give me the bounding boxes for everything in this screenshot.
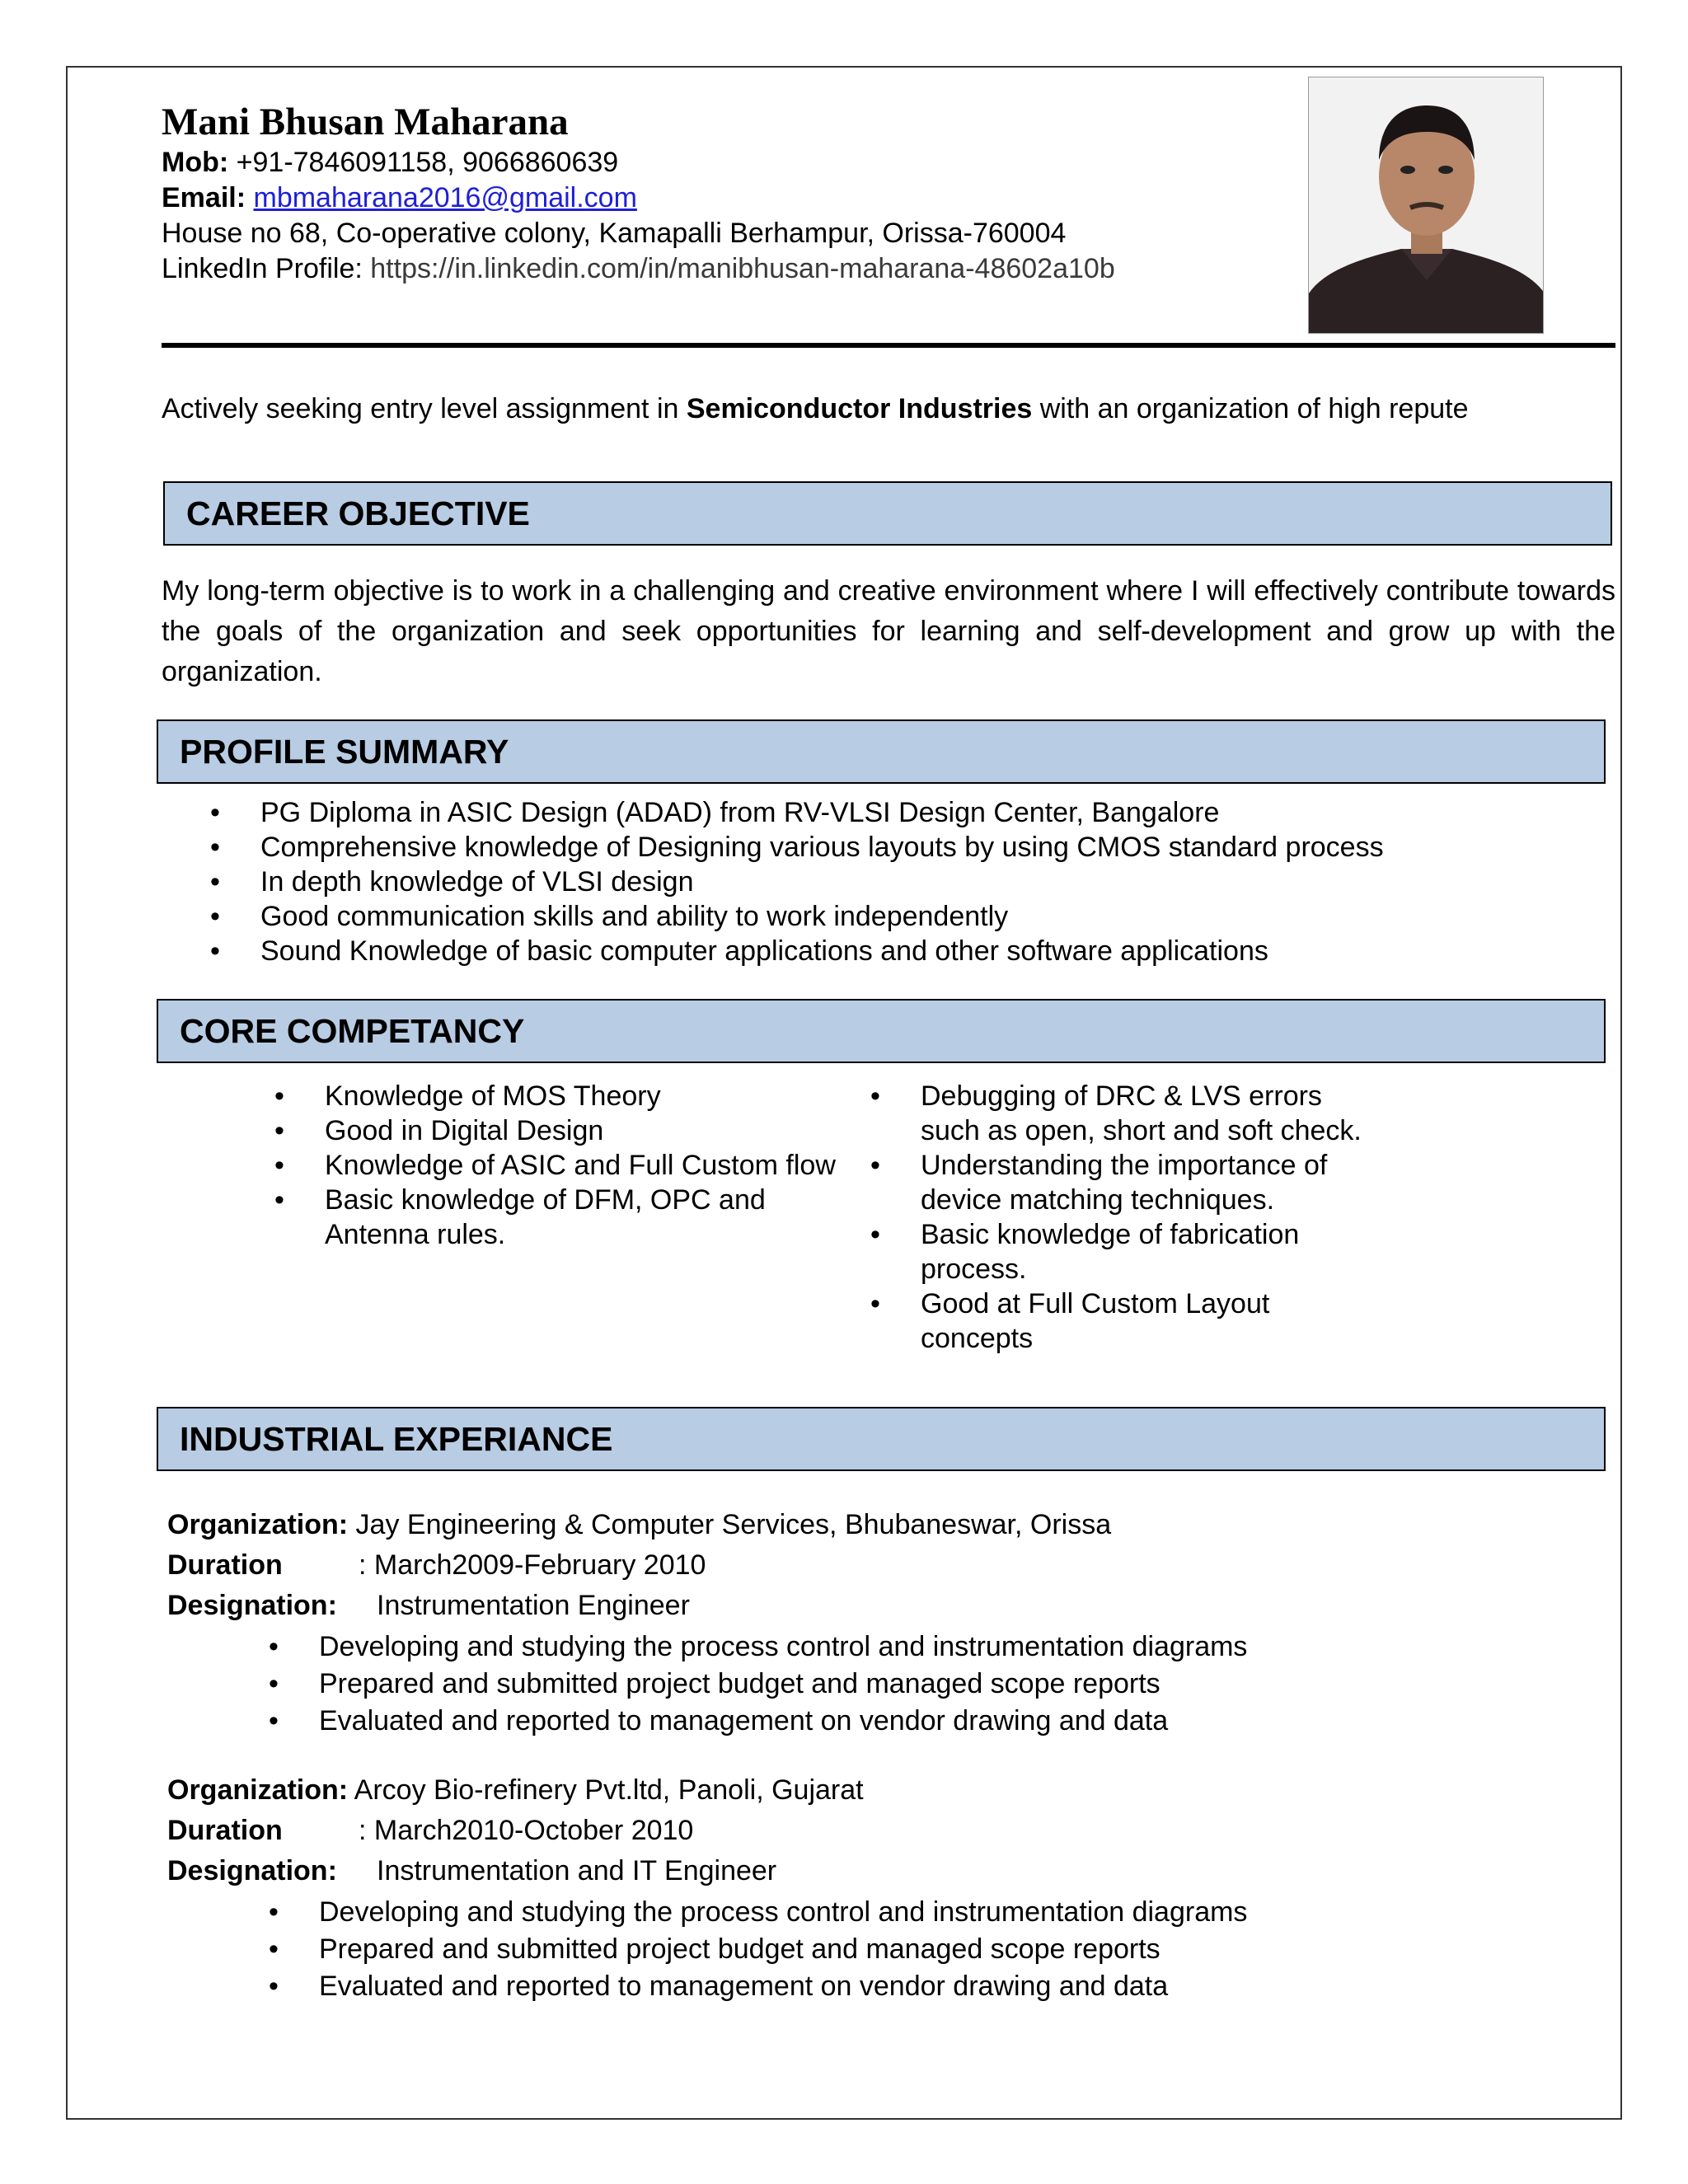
- org-value: Arcoy Bio-refinery Pvt.ltd, Panoli, Gujarat: [348, 1774, 864, 1806]
- seeking-prefix: Actively seeking entry level assignment in: [162, 393, 687, 424]
- linkedin-line: [162, 251, 1299, 287]
- list-item: • Comprehensive knowledge of Designing various layouts by using CMOS standard process: [260, 830, 1384, 865]
- core-competency-right-list: [921, 1079, 1382, 1356]
- org-label: Organization:: [167, 1509, 349, 1540]
- email-label: Email:: [162, 182, 246, 213]
- list-item: • Evaluated and reported to management on vendor drawing and data: [319, 1968, 1247, 2005]
- mob-label: Mob:: [162, 147, 229, 178]
- duration-label: Duration: [167, 1549, 283, 1581]
- header-divider: [162, 343, 1615, 348]
- job-2-duties: [319, 1894, 1247, 2005]
- org-label: Organization:: [167, 1774, 349, 1806]
- candidate-name: Mani Bhusan Maharana: [162, 101, 569, 143]
- career-objective-text: My long-term objective is to work in a challenging and creative environment where I will effectively contribute towards the goals of the organization and seek opportunities for learning and self-development and grow up with the organization.: [162, 575, 1615, 687]
- profile-summary-list: [260, 795, 1384, 968]
- designation-label: Designation:: [167, 1855, 337, 1886]
- list-item: • Prepared and submitted project budget and managed scope reports: [319, 1666, 1247, 1703]
- job-1-duties: [319, 1629, 1247, 1740]
- list-item: • Good at Full Custom Layout concepts: [921, 1286, 1382, 1356]
- linkedin-label: LinkedIn Profile:: [162, 253, 363, 284]
- email-link[interactable]: mbmaharana2016@gmail.com: [253, 182, 637, 213]
- email-line: [162, 180, 1299, 216]
- list-item: • Good communication skills and ability to work independently: [260, 899, 1384, 934]
- core-competency-left-list: [325, 1079, 852, 1252]
- list-item: • Basic knowledge of fabrication process.: [921, 1217, 1382, 1286]
- duration-value: : March2010-October 2010: [359, 1815, 694, 1846]
- list-item: • Basic knowledge of DFM, OPC and Antenna rules.: [325, 1183, 852, 1252]
- list-item: • Developing and studying the process control and instrumentation diagrams: [319, 1629, 1247, 1666]
- list-item: • Knowledge of MOS Theory: [325, 1079, 852, 1113]
- list-item: • In depth knowledge of VLSI design: [260, 865, 1384, 899]
- list-item: • Good in Digital Design: [325, 1113, 852, 1148]
- duration-value: : March2009-February 2010: [359, 1549, 706, 1581]
- list-item: • Debugging of DRC & LVS errors such as open, short and soft check.: [921, 1079, 1382, 1148]
- list-item: • PG Diploma in ASIC Design (ADAD) from RV-VLSI Design Center, Bangalore: [260, 795, 1384, 830]
- designation-label: Designation:: [167, 1590, 337, 1621]
- list-item: • Prepared and submitted project budget and managed scope reports: [319, 1931, 1247, 1968]
- resume-header: [162, 99, 1299, 287]
- org-value: Jay Engineering & Computer Services, Bhubaneswar, Orissa: [348, 1509, 1112, 1540]
- seeking-statement: [162, 391, 1469, 427]
- core-competency-heading: CORE COMPETANCY: [157, 999, 1606, 1063]
- list-item: • Developing and studying the process control and instrumentation diagrams: [319, 1894, 1247, 1931]
- job-2-organization: [167, 1772, 864, 1808]
- job-1-organization: [167, 1507, 1111, 1543]
- seeking-highlight: Semiconductor Industries: [686, 393, 1033, 424]
- designation-value: Instrumentation and IT Engineer: [377, 1855, 777, 1886]
- profile-photo: [1308, 77, 1544, 334]
- job-1-duration: [167, 1547, 706, 1583]
- linkedin-url[interactable]: https://in.linkedin.com/in/manibhusan-maharana-48602a10b: [370, 253, 1115, 284]
- profile-summary-heading: PROFILE SUMMARY: [157, 719, 1606, 784]
- industrial-experience-heading: INDUSTRIAL EXPERIANCE: [157, 1407, 1606, 1471]
- list-item: • Knowledge of ASIC and Full Custom flow: [325, 1148, 852, 1183]
- list-item: • Sound Knowledge of basic computer applications and other software applications: [260, 934, 1384, 968]
- seeking-suffix: with an organization of high repute: [1032, 393, 1469, 424]
- mob-value: +91-7846091158, 9066860639: [236, 147, 619, 178]
- address-line: House no 68, Co-operative colony, Kamapalli Berhampur, Orissa-760004: [162, 218, 1067, 249]
- list-item: • Evaluated and reported to management on vendor drawing and data: [319, 1703, 1247, 1740]
- job-1-designation: [167, 1587, 690, 1624]
- job-2-designation: [167, 1853, 776, 1889]
- job-2-duration: [167, 1812, 693, 1849]
- list-item: • Understanding the importance of device matching techniques.: [921, 1148, 1382, 1217]
- mobile-line: [162, 145, 1299, 180]
- career-objective-heading: CAREER OBJECTIVE: [163, 481, 1612, 546]
- duration-label: Duration: [167, 1815, 283, 1846]
- designation-value: Instrumentation Engineer: [377, 1590, 690, 1621]
